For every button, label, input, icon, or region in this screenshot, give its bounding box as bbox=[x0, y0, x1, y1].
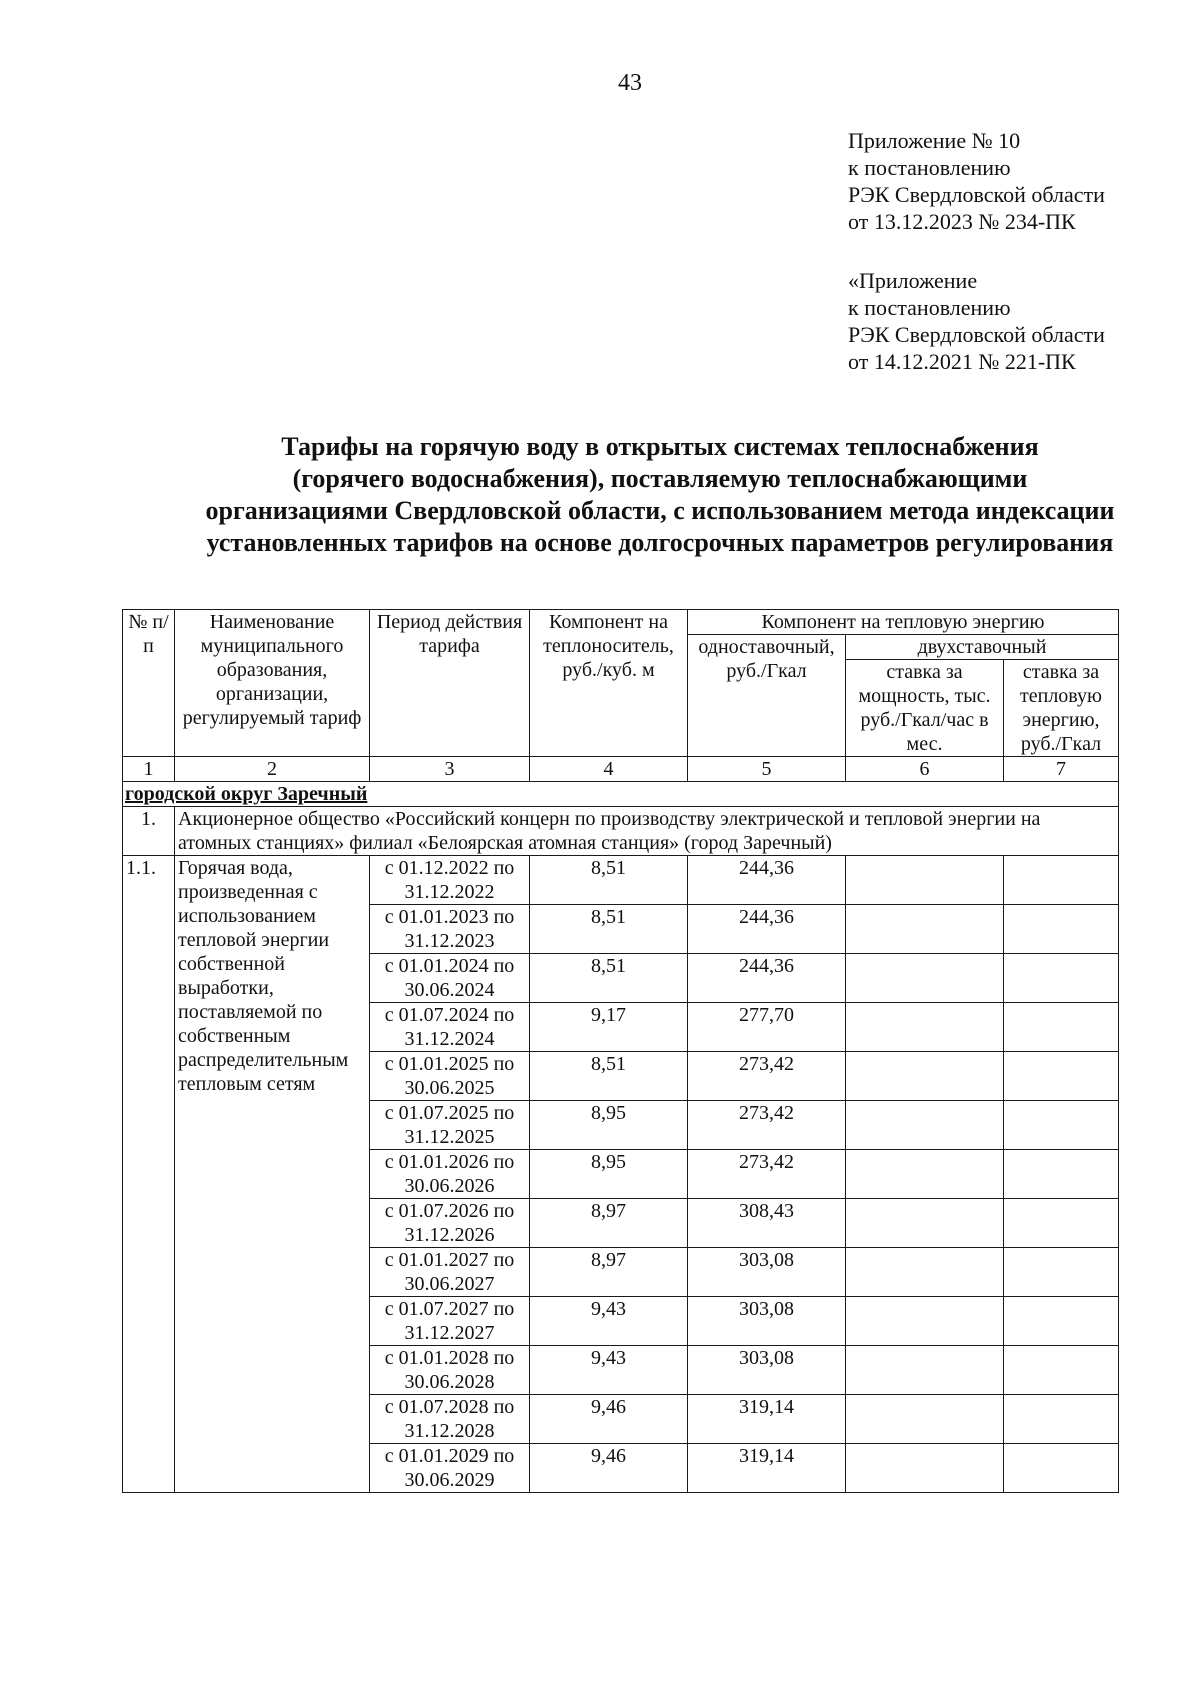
period-cell: с 01.01.2025 по 30.06.2025 bbox=[370, 1052, 530, 1101]
appendix-line: РЭК Свердловской области bbox=[848, 182, 1105, 207]
energy-rate-value-cell bbox=[1004, 1395, 1119, 1444]
single-rate-value-cell: 244,36 bbox=[688, 954, 846, 1003]
tariff-num: 1.1. bbox=[123, 856, 175, 1493]
document-title bbox=[60, 431, 1200, 559]
appendix-line: к постановлению bbox=[848, 295, 1011, 320]
header-heat-component: Компонент на тепловую энергию bbox=[688, 610, 1119, 635]
period-cell: с 01.07.2027 по 31.12.2027 bbox=[370, 1297, 530, 1346]
single-rate-value-cell: 273,42 bbox=[688, 1101, 846, 1150]
header-capacity-rate: ставка за мощность, тыс. руб./Гкал/час в мес. bbox=[846, 660, 1004, 757]
single-rate-value-cell: 319,14 bbox=[688, 1444, 846, 1493]
organization-num: 1. bbox=[123, 807, 175, 856]
single-rate-value-cell: 273,42 bbox=[688, 1052, 846, 1101]
capacity-rate-value-cell bbox=[846, 1248, 1004, 1297]
period-cell: с 01.07.2026 по 31.12.2026 bbox=[370, 1199, 530, 1248]
capacity-rate-value-cell bbox=[846, 1150, 1004, 1199]
capacity-rate-value-cell bbox=[846, 1297, 1004, 1346]
carrier-value-cell: 8,97 bbox=[530, 1199, 688, 1248]
single-rate-value-cell: 277,70 bbox=[688, 1003, 846, 1052]
title-line: Тарифы на горячую воду в открытых системах теплоснабжения bbox=[281, 432, 1039, 461]
district-name: городской округ Заречный bbox=[123, 782, 1119, 807]
energy-rate-value-cell bbox=[1004, 1003, 1119, 1052]
period-cell: с 01.12.2022 по 31.12.2022 bbox=[370, 856, 530, 905]
period-cell: с 01.01.2023 по 31.12.2023 bbox=[370, 905, 530, 954]
header-name: Наименование муниципального образования, организации, регулируемый тариф bbox=[175, 610, 370, 757]
table-row bbox=[123, 856, 1119, 905]
carrier-value-cell: 8,95 bbox=[530, 1150, 688, 1199]
energy-rate-value-cell bbox=[1004, 1444, 1119, 1493]
energy-rate-value-cell bbox=[1004, 905, 1119, 954]
capacity-rate-value-cell bbox=[846, 1199, 1004, 1248]
capacity-rate-value-cell bbox=[846, 1444, 1004, 1493]
column-number: 2 bbox=[175, 757, 370, 782]
energy-rate-value-cell bbox=[1004, 1346, 1119, 1395]
single-rate-value-cell: 303,08 bbox=[688, 1346, 846, 1395]
carrier-value-cell: 9,17 bbox=[530, 1003, 688, 1052]
single-rate-value-cell: 308,43 bbox=[688, 1199, 846, 1248]
carrier-value-cell: 8,95 bbox=[530, 1101, 688, 1150]
carrier-value-cell: 9,46 bbox=[530, 1395, 688, 1444]
column-number-row bbox=[123, 757, 1119, 782]
header-period: Период действия тарифа bbox=[370, 610, 530, 757]
page-number: 43 bbox=[618, 70, 642, 96]
capacity-rate-value-cell bbox=[846, 905, 1004, 954]
carrier-value-cell: 8,51 bbox=[530, 856, 688, 905]
single-rate-value-cell: 303,08 bbox=[688, 1297, 846, 1346]
appendix-line: «Приложение bbox=[848, 268, 978, 293]
appendix-previous-reference bbox=[848, 267, 1105, 375]
energy-rate-value-cell bbox=[1004, 1248, 1119, 1297]
energy-rate-value-cell bbox=[1004, 1199, 1119, 1248]
capacity-rate-value-cell bbox=[846, 1003, 1004, 1052]
capacity-rate-value-cell bbox=[846, 1395, 1004, 1444]
single-rate-value-cell: 273,42 bbox=[688, 1150, 846, 1199]
appendix-line: от 14.12.2021 № 221-ПК bbox=[848, 349, 1076, 374]
energy-rate-value-cell bbox=[1004, 954, 1119, 1003]
period-cell: с 01.01.2024 по 30.06.2024 bbox=[370, 954, 530, 1003]
energy-rate-value-cell bbox=[1004, 1052, 1119, 1101]
energy-rate-value-cell bbox=[1004, 1150, 1119, 1199]
carrier-value-cell: 9,43 bbox=[530, 1346, 688, 1395]
carrier-value-cell: 8,51 bbox=[530, 1052, 688, 1101]
column-number: 5 bbox=[688, 757, 846, 782]
single-rate-value-cell: 303,08 bbox=[688, 1248, 846, 1297]
appendix-line: Приложение № 10 bbox=[848, 128, 1021, 153]
column-number: 3 bbox=[370, 757, 530, 782]
period-cell: с 01.01.2029 по 30.06.2029 bbox=[370, 1444, 530, 1493]
period-cell: с 01.07.2028 по 31.12.2028 bbox=[370, 1395, 530, 1444]
header-carrier-component: Компонент на теплоноситель, руб./куб. м bbox=[530, 610, 688, 757]
energy-rate-value-cell bbox=[1004, 856, 1119, 905]
period-cell: с 01.07.2024 по 31.12.2024 bbox=[370, 1003, 530, 1052]
header-row bbox=[123, 610, 1119, 635]
carrier-value-cell: 8,97 bbox=[530, 1248, 688, 1297]
title-line: (горячего водоснабжения), поставляемую теплоснабжающими bbox=[292, 464, 1028, 493]
energy-rate-value-cell bbox=[1004, 1297, 1119, 1346]
organization-row bbox=[123, 807, 1119, 856]
appendix-current-reference bbox=[848, 127, 1105, 235]
header-single-rate: одноставочный, руб./Гкал bbox=[688, 635, 846, 757]
single-rate-value-cell: 319,14 bbox=[688, 1395, 846, 1444]
column-number: 6 bbox=[846, 757, 1004, 782]
period-cell: с 01.01.2027 по 30.06.2027 bbox=[370, 1248, 530, 1297]
capacity-rate-value-cell bbox=[846, 1052, 1004, 1101]
period-cell: с 01.01.2026 по 30.06.2026 bbox=[370, 1150, 530, 1199]
header-energy-rate: ставка за тепловую энергию, руб./Гкал bbox=[1004, 660, 1119, 757]
header-num: № п/п bbox=[123, 610, 175, 757]
tariff-name: Горячая вода, произведенная с использованием тепловой энергии собственной выработки, поставляемой по собственным распределительным тепловым сетям bbox=[175, 856, 370, 1493]
district-row bbox=[123, 782, 1119, 807]
title-line: организациями Свердловской области, с использованием метода индексации bbox=[205, 496, 1115, 525]
carrier-value-cell: 8,51 bbox=[530, 954, 688, 1003]
period-cell: с 01.07.2025 по 31.12.2025 bbox=[370, 1101, 530, 1150]
organization-name: Акционерное общество «Российский концерн по производству электрической и тепловой энергии на атомных станциях» филиал «Белоярская атомная станция» (город Заречный) bbox=[175, 807, 1119, 856]
appendix-line: от 13.12.2023 № 234-ПК bbox=[848, 209, 1076, 234]
appendix-line: к постановлению bbox=[848, 155, 1011, 180]
carrier-value-cell: 9,43 bbox=[530, 1297, 688, 1346]
title-line: установленных тарифов на основе долгосрочных параметров регулирования bbox=[206, 528, 1114, 557]
period-cell: с 01.01.2028 по 30.06.2028 bbox=[370, 1346, 530, 1395]
tariff-table bbox=[122, 609, 1119, 1493]
capacity-rate-value-cell bbox=[846, 1346, 1004, 1395]
column-number: 1 bbox=[123, 757, 175, 782]
capacity-rate-value-cell bbox=[846, 856, 1004, 905]
capacity-rate-value-cell bbox=[846, 954, 1004, 1003]
single-rate-value-cell: 244,36 bbox=[688, 856, 846, 905]
column-number: 4 bbox=[530, 757, 688, 782]
carrier-value-cell: 9,46 bbox=[530, 1444, 688, 1493]
single-rate-value-cell: 244,36 bbox=[688, 905, 846, 954]
column-number: 7 bbox=[1004, 757, 1119, 782]
appendix-line: РЭК Свердловской области bbox=[848, 322, 1105, 347]
energy-rate-value-cell bbox=[1004, 1101, 1119, 1150]
carrier-value-cell: 8,51 bbox=[530, 905, 688, 954]
capacity-rate-value-cell bbox=[846, 1101, 1004, 1150]
header-two-rate: двухставочный bbox=[846, 635, 1119, 660]
